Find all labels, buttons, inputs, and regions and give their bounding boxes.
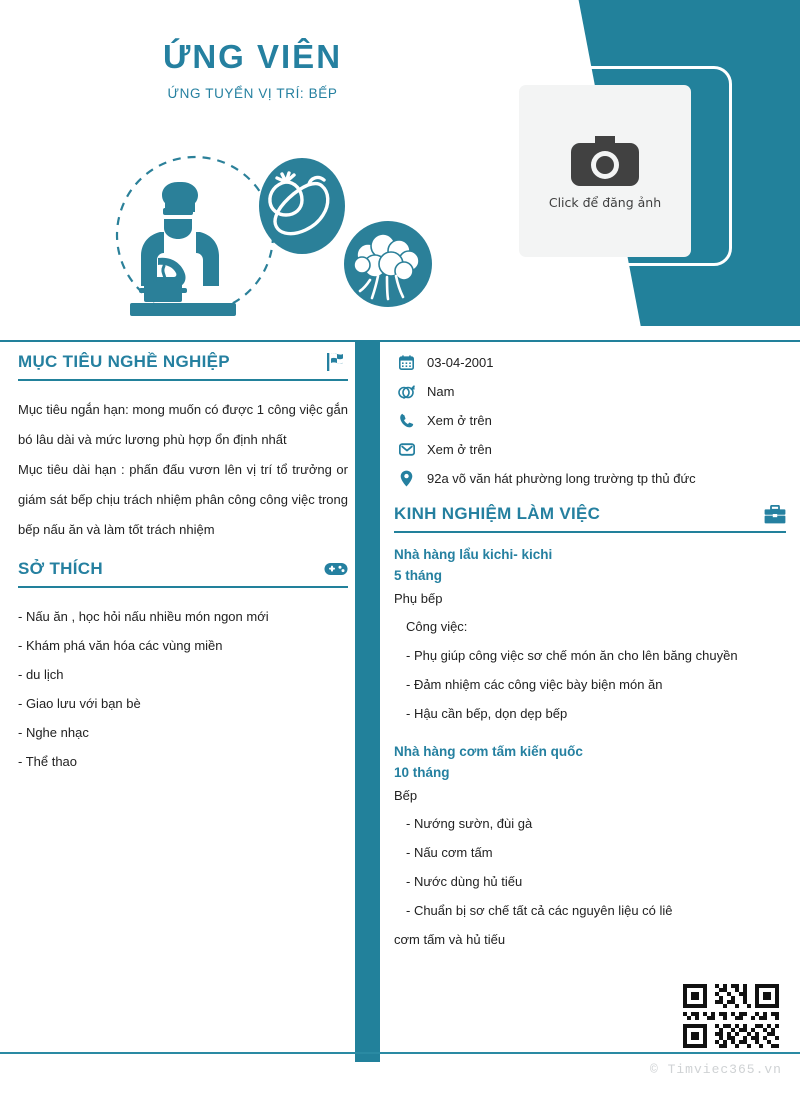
experience-company: Nhà hàng cơm tấm kiến quốc <box>394 744 583 759</box>
experience-company: Nhà hàng lẩu kichi- kichi <box>394 547 553 562</box>
right-column <box>394 352 786 968</box>
camera-icon <box>569 133 641 189</box>
contact-value-gender: Nam <box>427 384 455 399</box>
chef-illustration <box>100 140 450 330</box>
hobby-item: - Thể thao <box>18 754 78 769</box>
footer-divider <box>0 1052 800 1054</box>
contact-value-address: 92a võ văn hát phường long trường tp thủ đức <box>427 471 696 486</box>
cv-header <box>0 0 800 340</box>
header-title-block <box>0 38 505 101</box>
page-subtitle: ỨNG TUYỂN VỊ TRÍ: BẾP <box>167 86 338 101</box>
contact-value-phone: Xem ở trên <box>427 413 492 428</box>
experience-bullet: - Chuẩn bị sơ chế tất cả các nguyên liệu có liê <box>406 903 673 918</box>
hobbies-header <box>18 559 348 588</box>
contact-row-address <box>398 468 786 490</box>
contact-row-gender <box>398 381 786 403</box>
photo-upload-box[interactable] <box>519 85 691 257</box>
envelope-icon <box>398 439 415 459</box>
footer-copyright: © Timviec365.vn <box>649 1062 782 1077</box>
contact-row-birthday <box>398 352 786 374</box>
experience-body <box>394 533 786 954</box>
left-column <box>18 352 348 780</box>
qr-code-icon <box>679 980 783 1052</box>
hobbies-body <box>18 588 348 776</box>
experience-bullet: - Phụ giúp công việc sơ chế món ăn cho lên băng chuyền <box>406 648 738 663</box>
career-objective-body <box>18 381 348 545</box>
hobby-item: - Nghe nhạc <box>18 725 89 740</box>
gender-icon <box>398 381 415 401</box>
experience-item <box>394 742 786 954</box>
experience-header <box>394 504 786 533</box>
hobby-item: - du lịch <box>18 667 64 682</box>
hobby-item: - Khám phá văn hóa các vùng miền <box>18 638 223 653</box>
photo-upload-label: Click để đăng ảnh <box>548 194 662 210</box>
phone-icon <box>398 410 415 430</box>
section-career-objective <box>18 352 348 545</box>
experience-role: Bếp <box>394 788 418 803</box>
experience-subhead: Công việc: <box>406 619 468 634</box>
experience-bullet: - Nấu cơm tấm <box>406 845 493 860</box>
broccoli-icon <box>344 221 432 307</box>
section-hobbies <box>18 559 348 776</box>
experience-title: KINH NGHIỆM LÀM VIỆC <box>394 504 601 523</box>
gamepad-icon <box>324 561 348 577</box>
career-objective-paragraph: Mục tiêu ngắn hạn: mong muốn có được 1 công việc gắn bó lâu dài và mức lương phù hợp ổn định nhất <box>18 402 348 447</box>
experience-bullet: - Nước dùng hủ tiếu <box>406 874 523 889</box>
flag-icon <box>326 352 348 372</box>
contact-list <box>398 352 786 490</box>
experience-bullet: - Nướng sườn, đùi gà <box>406 816 533 831</box>
header-divider <box>0 340 800 342</box>
career-objective-title: MỤC TIÊU NGHỀ NGHIỆP <box>18 352 230 371</box>
calendar-icon <box>398 352 415 372</box>
career-objective-paragraph: Mục tiêu dài hạn : phấn đấu vươn lên vị trí tổ trưởng or giám sát bếp chịu trách nhiệm phân công công việc trong bếp nấu ăn và làm tốt trách nhiệm <box>18 462 348 537</box>
experience-bullet: - Đảm nhiệm các công việc bày biện món ăn <box>406 677 663 692</box>
experience-item <box>394 545 786 728</box>
map-pin-icon <box>398 468 415 488</box>
hobbies-title: SỞ THÍCH <box>18 559 103 578</box>
contact-value-birthday: 03-04-2001 <box>427 355 494 370</box>
experience-bullet: cơm tấm và hủ tiếu <box>394 932 506 947</box>
tomato-eggplant-icon <box>259 158 345 254</box>
column-divider-bar <box>355 342 380 1062</box>
contact-row-phone <box>398 410 786 432</box>
hobby-item: - Nấu ăn , học hỏi nấu nhiều món ngon mới <box>18 609 269 624</box>
experience-duration: 10 tháng <box>394 765 450 780</box>
briefcase-icon <box>764 505 786 524</box>
experience-role: Phụ bếp <box>394 591 443 606</box>
page-title: ỨNG VIÊN <box>162 38 343 75</box>
chef-cooking-icon <box>130 182 236 316</box>
experience-duration: 5 tháng <box>394 568 443 583</box>
contact-row-email <box>398 439 786 461</box>
career-objective-header <box>18 352 348 381</box>
hobby-item: - Giao lưu với bạn bè <box>18 696 141 711</box>
experience-bullet: - Hậu cần bếp, dọn dẹp bếp <box>406 706 568 721</box>
section-experience <box>394 504 786 954</box>
contact-value-email: Xem ở trên <box>427 442 492 457</box>
